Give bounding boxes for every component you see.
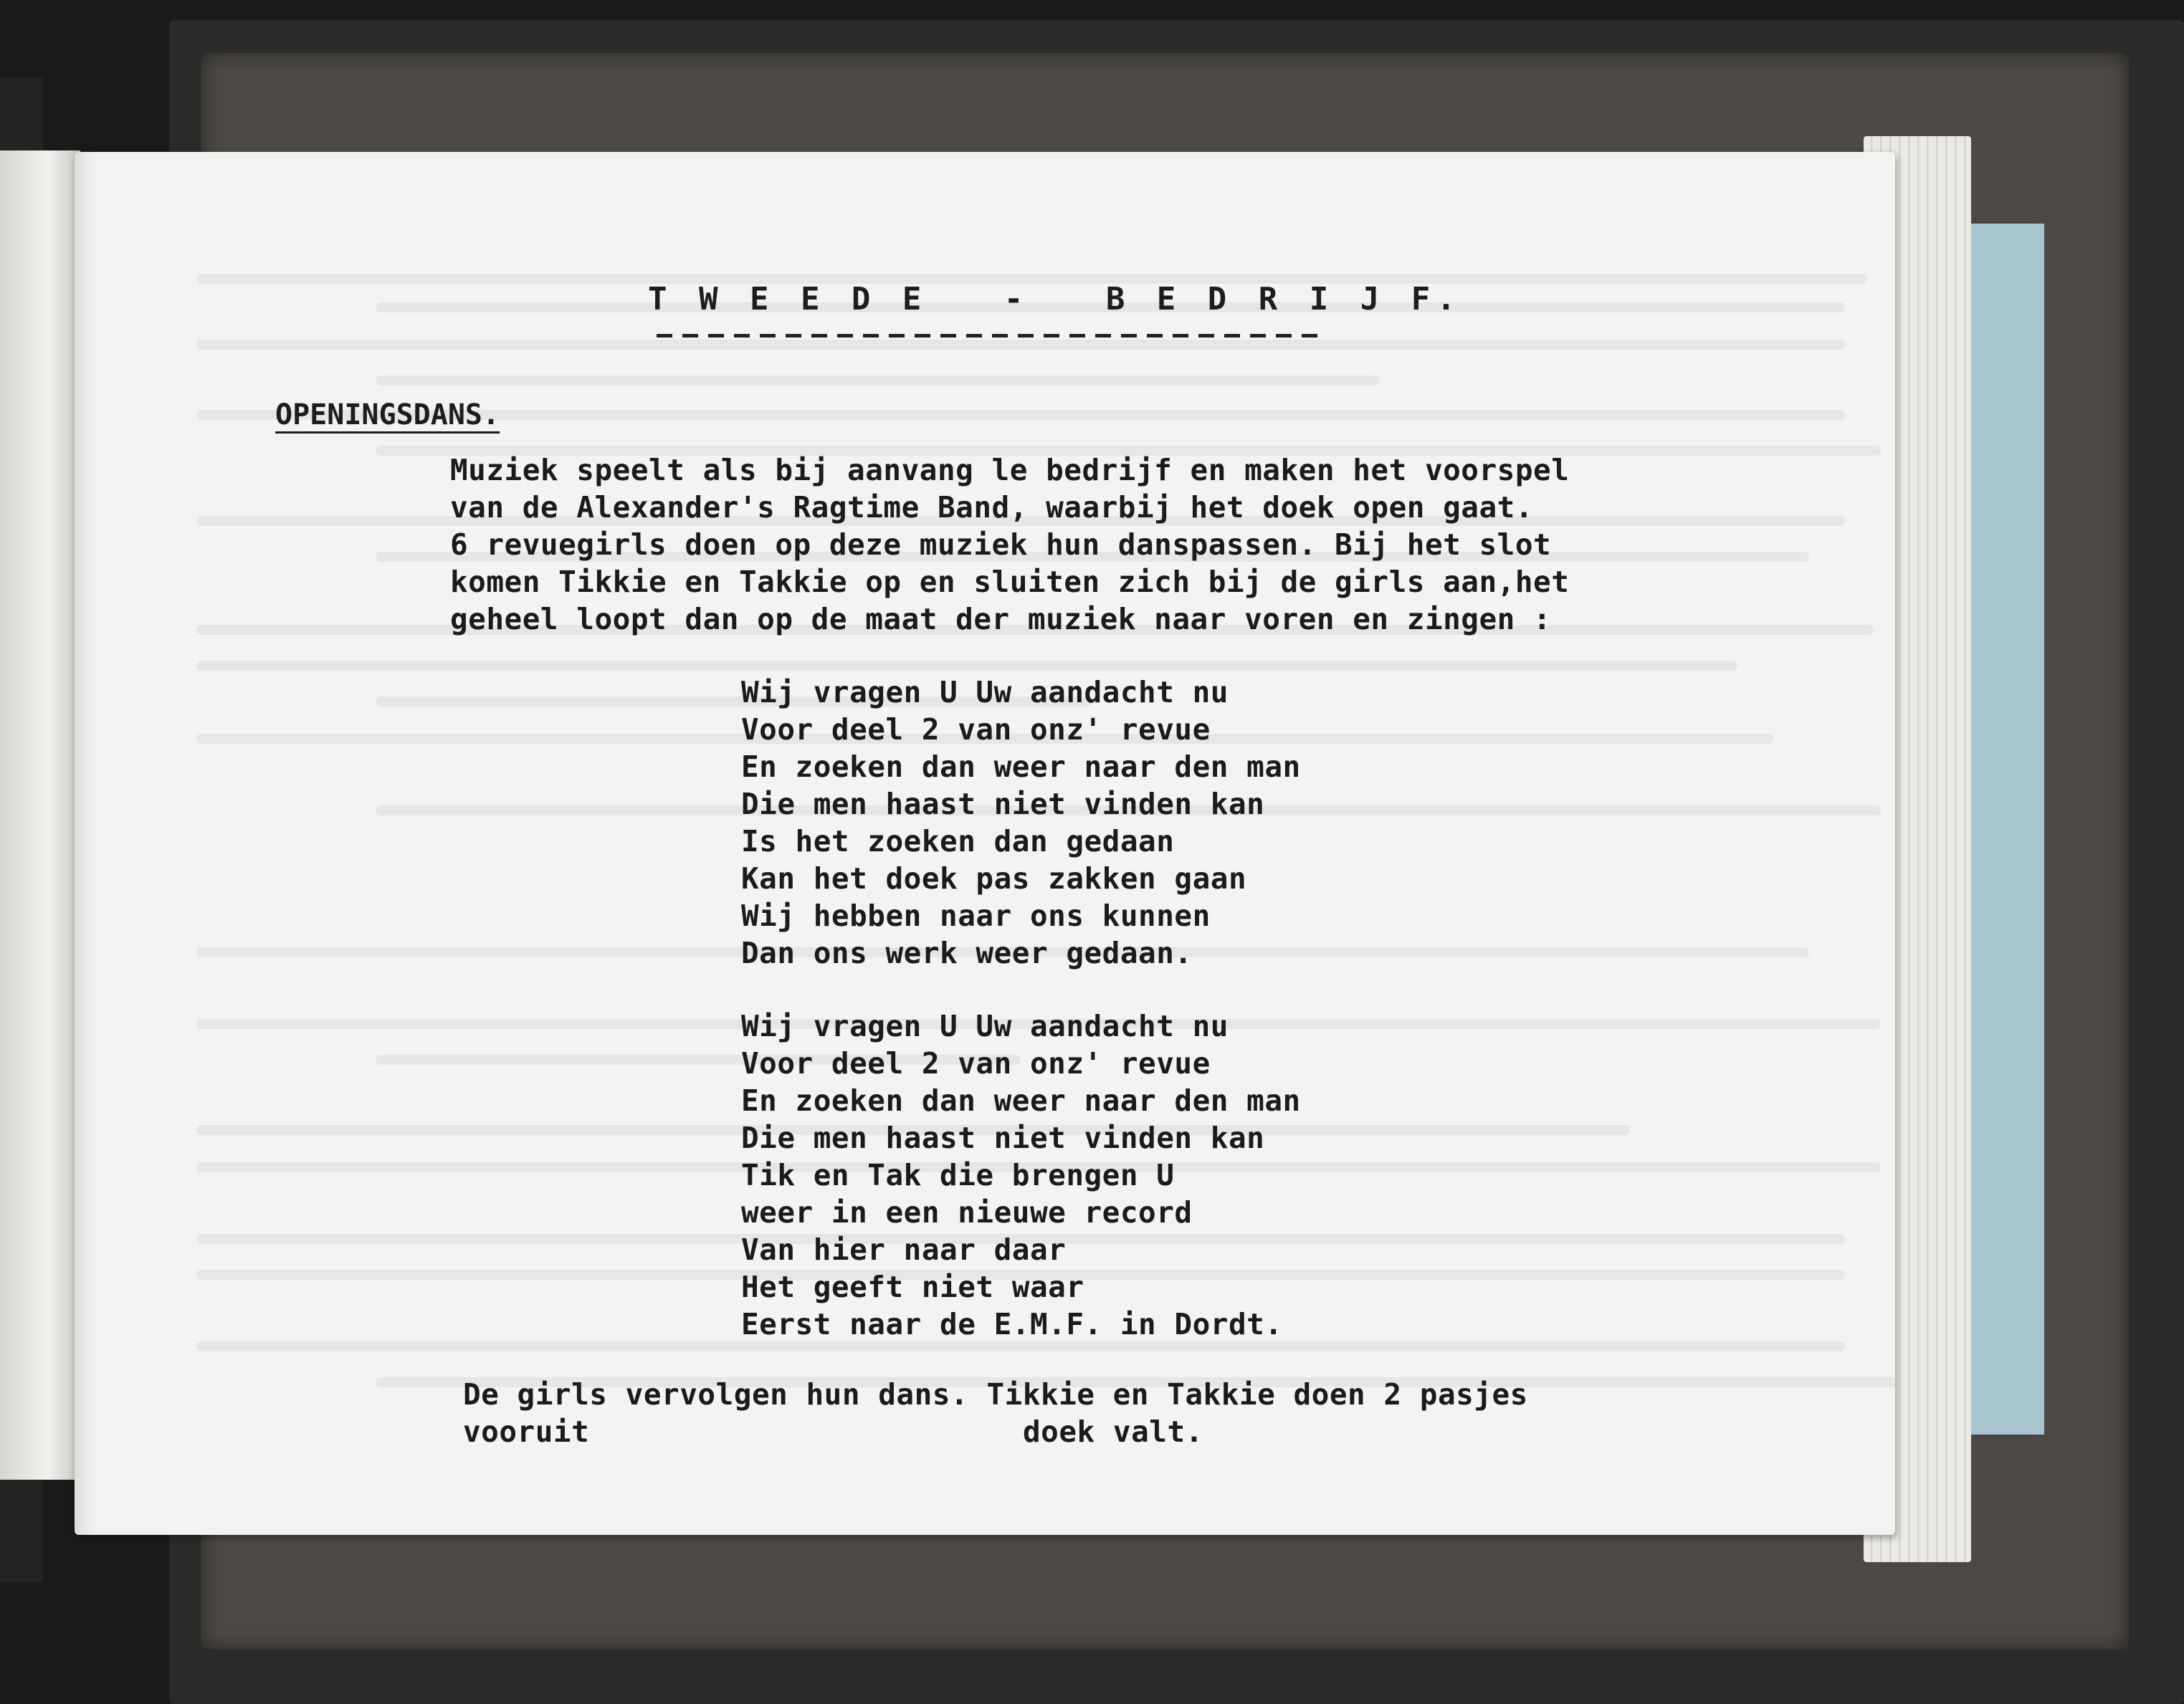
intro-line: van de Alexander's Ragtime Band, waarbij het doek open gaat. [450,490,1534,525]
bleed-through-line [196,340,1845,350]
verse-line: Van hier naar daar [741,1232,1067,1267]
closing-direction: De girls vervolgen hun dans. Tikkie en Takkie doen 2 pasjes [463,1377,1528,1412]
verse-line: Wij vragen U Uw aandacht nu [741,1009,1229,1043]
verse-line: Die men haast niet vinden kan [741,787,1265,821]
act-title: T W E E D E - B E D R I J F. [648,281,1462,317]
intro-line: 6 revuegirls doen op deze muziek hun danspassen. Bij het slot [450,527,1552,562]
verse-line: Die men haast niet vinden kan [741,1121,1265,1155]
verse-line: Kan het doek pas zakken gaan [741,861,1247,896]
verse-line: En zoeken dan weer naar den man [741,1083,1301,1118]
intro-line: Muziek speelt als bij aanvang le bedrijf en maken het voorspel [450,453,1570,487]
verse-line: Voor deel 2 van onz' revue [741,712,1211,747]
verse-line: En zoeken dan weer naar den man [741,750,1301,784]
closing-direction-left: vooruit [463,1415,590,1449]
scene-heading: OPENINGSDANS. [275,398,500,431]
verse-line: Is het zoeken dan gedaan [741,824,1175,858]
bleed-through-line [196,661,1737,671]
verse-line: Tik en Tak die brengen U [741,1158,1175,1192]
closing-direction-right: doek valt. [1023,1415,1203,1449]
bleed-through-line [376,375,1379,386]
bleed-through-line [196,1341,1845,1351]
verse-line: Voor deel 2 van onz' revue [741,1046,1211,1081]
verse-line: Wij hebben naar ons kunnen [741,899,1211,933]
typed-page [75,152,1895,1535]
verse-line: Dan ons werk weer gedaan. [741,936,1193,970]
title-dashed-underline [657,334,1323,338]
left-page-edge [0,150,80,1480]
verse-line: weer in een nieuwe record [741,1195,1193,1230]
verse-line: Wij vragen U Uw aandacht nu [741,675,1229,709]
intro-line: geheel loopt dan op de maat der muziek naar voren en zingen : [450,602,1552,636]
verse-line: Eerst naar de E.M.F. in Dordt. [741,1307,1283,1341]
intro-line: komen Tikkie en Takkie op en sluiten zich bij de girls aan,het [450,565,1570,599]
verse-line: Het geeft niet waar [741,1270,1084,1304]
